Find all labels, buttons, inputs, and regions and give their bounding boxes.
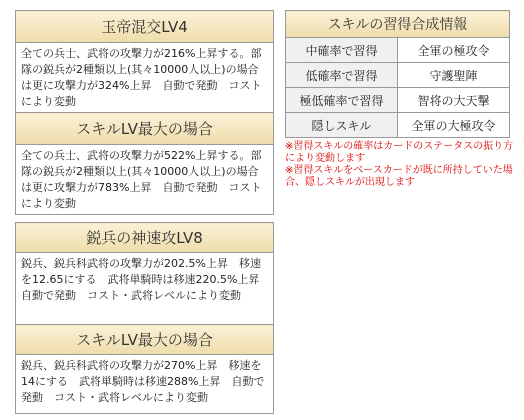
note-probability: ※習得スキルの確率はカードのステータスの振り方により変動します <box>285 141 514 164</box>
synthesis-notes <box>285 141 515 189</box>
synthesis-row <box>286 63 510 88</box>
skill-synthesis-table <box>285 10 510 138</box>
synthesis-row <box>286 113 510 138</box>
acquire-condition: 低確率で習得 <box>286 63 398 88</box>
acquire-condition: 中確率で習得 <box>286 38 398 63</box>
note-hidden-skill: ※習得スキルをベースカードが既に所持していた場合、隠しスキルが出現します <box>285 165 513 188</box>
skill-title: 鋭兵の神速攻LV8 <box>16 223 274 253</box>
acquired-skill: 智将の大天撃 <box>398 88 510 113</box>
synthesis-row <box>286 38 510 63</box>
acquire-condition: 極低確率で習得 <box>286 88 398 113</box>
synthesis-row <box>286 88 510 113</box>
skill-max-level-heading: スキルLV最大の場合 <box>16 113 274 145</box>
skill-max-level-description: 鋭兵、鋭兵科武将の攻撃力が270%上昇 移速を14にする 武将単騎時は移速288%上昇 自動で発動 コスト・武将レベルにより変動 <box>16 355 274 414</box>
acquired-skill: 守護聖陣 <box>398 63 510 88</box>
acquired-skill: 全軍の大極攻令 <box>398 113 510 138</box>
skill-table-1 <box>15 10 274 215</box>
skill-description: 全ての兵士、武将の攻撃力が216%上昇する。部隊の鋭兵が2種類以上(其々10000人以上)の場合は更に攻撃力が324%上昇 自動で発動 コストにより変動 <box>16 43 274 113</box>
skill-description: 鋭兵、鋭兵科武将の攻撃力が202.5%上昇 移速を12.65にする 武将単騎時は移速220.5%上昇 自動で発動 コスト・武将レベルにより変動 <box>16 253 274 325</box>
skill-max-level-description: 全ての兵士、武将の攻撃力が522%上昇する。部隊の鋭兵が2種類以上(其々10000人以上)の場合は更に攻撃力が783%上昇 自動で発動 コストにより変動 <box>16 145 274 215</box>
acquire-condition: 隠しスキル <box>286 113 398 138</box>
acquired-skill: 全軍の極攻令 <box>398 38 510 63</box>
skill-max-level-heading: スキルLV最大の場合 <box>16 325 274 355</box>
skill-table-2 <box>15 222 274 414</box>
skill-title: 玉帝混交LV4 <box>16 11 274 43</box>
synthesis-title: スキルの習得合成情報 <box>286 11 510 38</box>
